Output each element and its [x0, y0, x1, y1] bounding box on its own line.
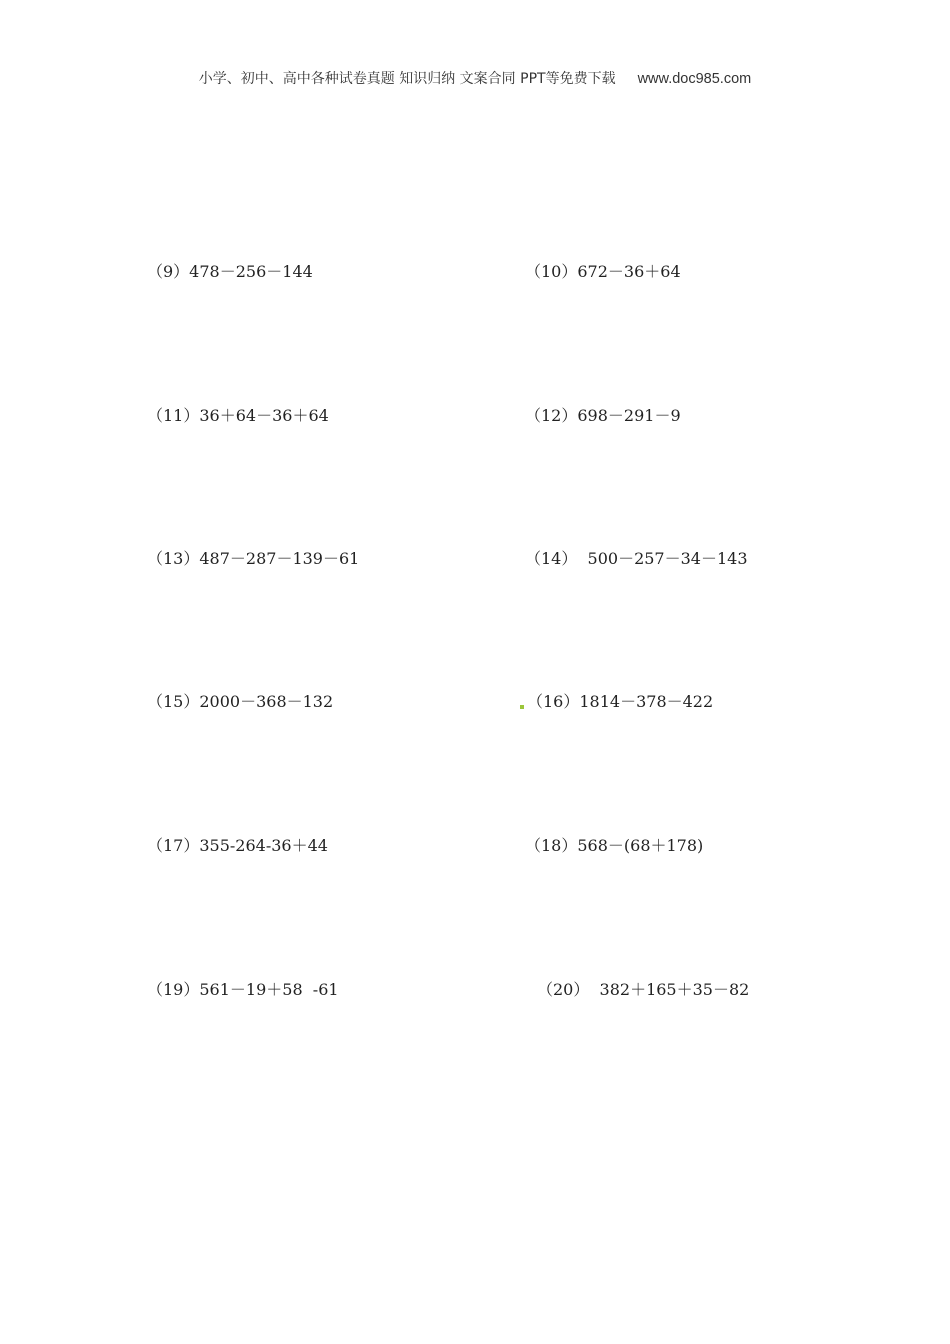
problem-19: （19）561－19＋58 -61: [147, 980, 339, 999]
problem-10: （10）672－36＋64: [525, 262, 681, 281]
problem-12: （12）698－291－9: [525, 406, 681, 425]
problem-13: （13）487－287－139－61: [147, 549, 360, 568]
problem-14: （14） 500－257－34－143: [525, 549, 748, 568]
page-header: [0, 68, 950, 88]
header-title: 小学、初中、高中各种试卷真题 知识归纳 文案合同 PPT等免费下载: [198, 71, 616, 87]
problem-17: （17）355-264-36＋44: [147, 836, 328, 855]
problem-15: （15）2000－368－132: [147, 692, 334, 711]
marker-dot: [520, 705, 524, 709]
header-url[interactable]: www.doc985.com: [637, 71, 752, 87]
problem-9: （9）478－256－144: [147, 262, 313, 281]
problem-11: （11）36＋64－36＋64: [147, 406, 329, 425]
problem-18: （18）568－(68＋178): [525, 836, 704, 855]
problem-16: （16）1814－378－422: [527, 692, 714, 711]
problem-20: （20） 382＋165＋35－82: [537, 980, 750, 999]
